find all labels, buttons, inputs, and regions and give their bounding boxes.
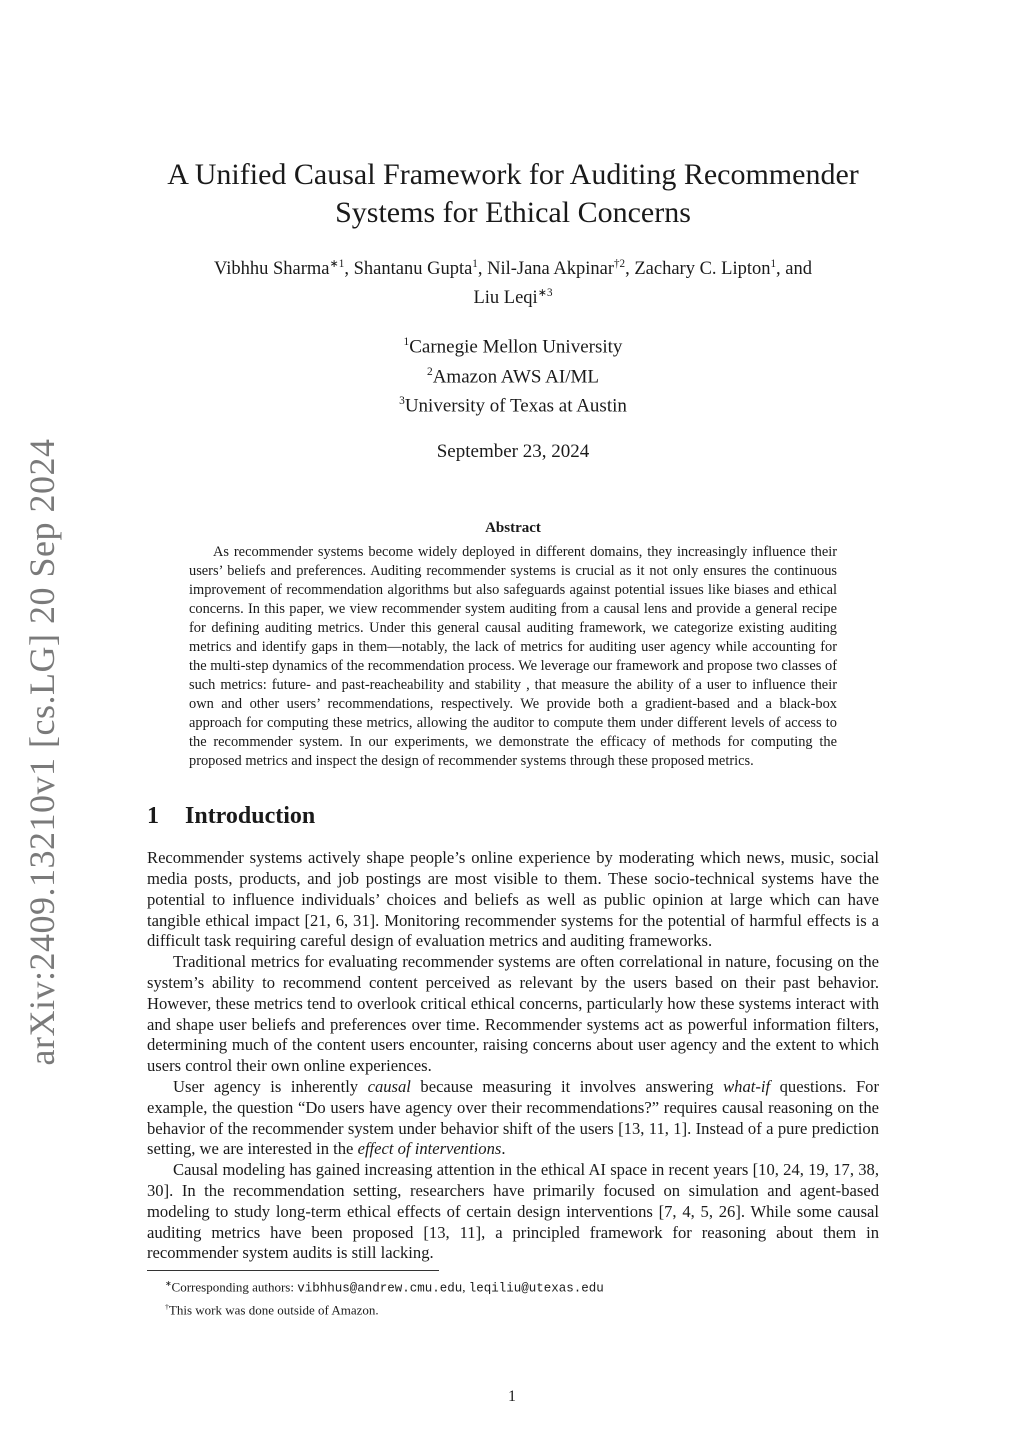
abstract-heading: Abstract bbox=[485, 520, 541, 537]
paper-date: September 23, 2024 bbox=[436, 441, 590, 463]
footnote-divider bbox=[147, 1270, 439, 1271]
paragraph: Causal modeling has gained increasing attention in the ethical AI space in recent years [10, 24, 19, 17, 38, 30]. In the recommendation setting, researchers have primarily focused on simulation and agent-based modeling to study long-term ethical effects of certain design interventions [7, 4, 5, 26]. While some causal auditing metrics have been proposed [13, 11], a principled framework for reasoning about them in recommender system audits is still lacking. bbox=[147, 1160, 879, 1263]
section-heading bbox=[147, 803, 879, 830]
affiliations bbox=[147, 330, 879, 418]
paper-page bbox=[147, 0, 879, 1318]
arxiv-stamp: arXiv:2409.13210v1 [cs.LG] 20 Sep 2024 bbox=[22, 438, 62, 1066]
author-list bbox=[147, 252, 879, 310]
author: Nil-Jana Akpinar$^{\dagger 2}$, bbox=[487, 258, 635, 280]
author: Vibhhu Sharma$^{∗1}$, bbox=[213, 258, 354, 280]
title-line-2: Systems for Ethical Concerns bbox=[335, 196, 691, 229]
email-link[interactable]: leqiliu@utexas.edu bbox=[468, 1281, 604, 1296]
title-line-1: A Unified Causal Framework for Auditing Recommender bbox=[167, 158, 859, 191]
page-number: 1 bbox=[508, 1388, 516, 1405]
abstract-text: As recommender systems become widely deployed in different domains, they increasingly influence their users’ beliefs and preferences. Auditing recommender systems is crucial as it not only ensures the continuous improvement of recommendation algorithms but also safeguards against potential issues like biases and ethical concerns. In this paper, we view recommender system auditing from a causal lens and provide a general recipe for defining auditing metrics. Under this general causal auditing framework, we categorize existing auditing metrics and identify gaps in them—notably, the lack of metrics for auditing user agency while accounting for the multi-step dynamics of the recommendation process. We leverage our framework and propose two classes of such metrics: future- and past-reacheability and stability , that measure the ability of a user to influence their own and other users’ recommendations, respectively. We provide both a gradient-based and a black-box approach for computing these metrics, allowing the auditor to compute them under different levels of access to the recommender system. In our experiments, we demonstrate the efficacy of methods for computing the proposed metrics and inspect the design of recommender systems through these proposed metrics. bbox=[189, 544, 837, 770]
email-link[interactable]: vibhhus@andrew.cmu.edu bbox=[297, 1281, 463, 1296]
introduction-body bbox=[147, 848, 879, 1264]
paragraph: User agency is inherently causal because measuring it involves answering what-if questions. For example, the question “Do users have agency over their recommendations?” requires causal reasoning on the behavior of the recommender system under behavior shift of the users [13, 11, 1]. Instead of a pure prediction setting, we are interested in the effect of interventions. bbox=[147, 1077, 879, 1159]
author: Liu Leqi$^{∗3}$ bbox=[473, 287, 553, 309]
footnote: ∗Corresponding authors: vibhhus@andrew.cmu.edu, leqiliu@utexas.edu bbox=[165, 1279, 604, 1296]
paragraph: Recommender systems actively shape people’s online experience by moderating which news, music, social media posts, products, and job postings are most visible to them. These socio-technical systems have the potential to influence individuals’ choices and beliefs as well as public opinion at large which can have tangible ethical impact [21, 6, 31]. Monitoring recommender systems for the potential of harmful effects is a difficult task requiring careful design of evaluation metrics and auditing frameworks. bbox=[147, 848, 879, 951]
author: Zachary C. Lipton$^1$, and bbox=[634, 258, 812, 280]
affiliation: $^3$University of Texas at Austin bbox=[399, 394, 627, 417]
author: Shantanu Gupta$^1$, bbox=[353, 258, 488, 280]
footnote: †This work was done outside of Amazon. bbox=[165, 1301, 379, 1317]
affiliation: $^2$Amazon AWS AI/ML bbox=[427, 365, 599, 387]
affiliation: $^1$Carnegie Mellon University bbox=[403, 336, 623, 358]
section-title: Introduction bbox=[185, 803, 316, 830]
paper-title bbox=[147, 156, 879, 232]
footnotes bbox=[147, 1275, 879, 1318]
paragraph: Traditional metrics for evaluating recommender systems are often correlational in nature, focusing on the system’s ability to recommend content perceived as relevant by the users based on their past behavior. However, these metrics tend to overlook critical ethical concerns, particularly how these systems interact with and shape user beliefs and preferences over time. Recommender systems act as powerful information filters, determining much of the content users encounter, raising concerns about user agency and the extent to which users control their own online experiences. bbox=[147, 952, 879, 1076]
section-number: 1 bbox=[147, 803, 159, 830]
